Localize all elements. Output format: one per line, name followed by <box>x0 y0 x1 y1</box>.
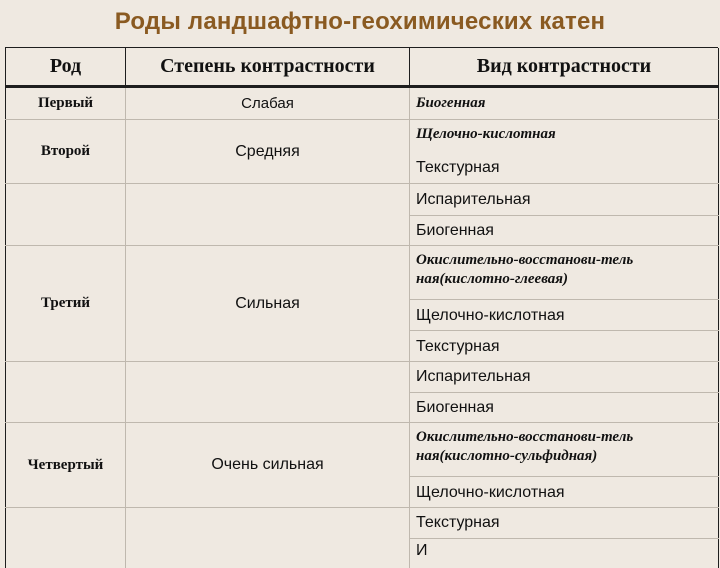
header-degree: Степень контрастности <box>126 48 410 87</box>
rod-cell: Первый <box>6 87 126 120</box>
table-header-row <box>6 48 719 87</box>
table-row <box>6 423 719 477</box>
degree-cell: Очень сильная <box>126 423 410 508</box>
rod-cell <box>6 184 126 216</box>
type-cell: Биогенная <box>410 215 719 246</box>
rod-cell: Четвертый <box>6 423 126 508</box>
type-cell: Биогенная <box>410 87 719 120</box>
rod-cell <box>6 508 126 539</box>
degree-cell: Сильная <box>126 246 410 362</box>
rod-cell <box>6 392 126 423</box>
type-cell: Биогенная <box>410 392 719 423</box>
rod-cell <box>6 362 126 393</box>
rod-cell: Третий <box>6 246 126 362</box>
catena-table <box>5 47 718 559</box>
table-row <box>6 538 719 568</box>
table-row <box>6 362 719 393</box>
table-row <box>6 392 719 423</box>
degree-cell <box>126 362 410 393</box>
type-cell: И <box>410 538 719 568</box>
type-cell: Окислительно-восстанови-тель ная(кислотно-глеевая) <box>410 246 719 300</box>
degree-cell <box>126 184 410 216</box>
type-cell: Щелочно-кислотная <box>410 120 719 152</box>
degree-cell <box>126 392 410 423</box>
rod-cell <box>6 538 126 568</box>
type-cell: Щелочно-кислотная <box>410 477 719 508</box>
page-title: Роды ландшафтно-геохимических катен <box>114 8 606 35</box>
header-type: Вид контрастности <box>410 48 719 87</box>
type-cell: Испарительная <box>410 362 719 393</box>
table-row <box>6 120 719 152</box>
table-row <box>6 508 719 539</box>
table-row <box>6 87 719 120</box>
type-cell: Текстурная <box>410 508 719 539</box>
rod-cell: Второй <box>6 120 126 184</box>
degree-cell <box>126 215 410 246</box>
table-row <box>6 184 719 216</box>
type-cell: Испарительная <box>410 184 719 216</box>
rod-cell <box>6 215 126 246</box>
type-cell: Текстурная <box>410 331 719 362</box>
type-cell: Щелочно-кислотная <box>410 300 719 331</box>
degree-cell <box>126 538 410 568</box>
table-row <box>6 246 719 300</box>
table-row <box>6 215 719 246</box>
degree-cell: Слабая <box>126 87 410 120</box>
header-rod: Род <box>6 48 126 87</box>
type-cell: Окислительно-восстанови-тель ная(кислотно-сульфидная) <box>410 423 719 477</box>
type-cell: Текстурная <box>410 151 719 184</box>
degree-cell <box>126 508 410 539</box>
degree-cell: Средняя <box>126 120 410 184</box>
